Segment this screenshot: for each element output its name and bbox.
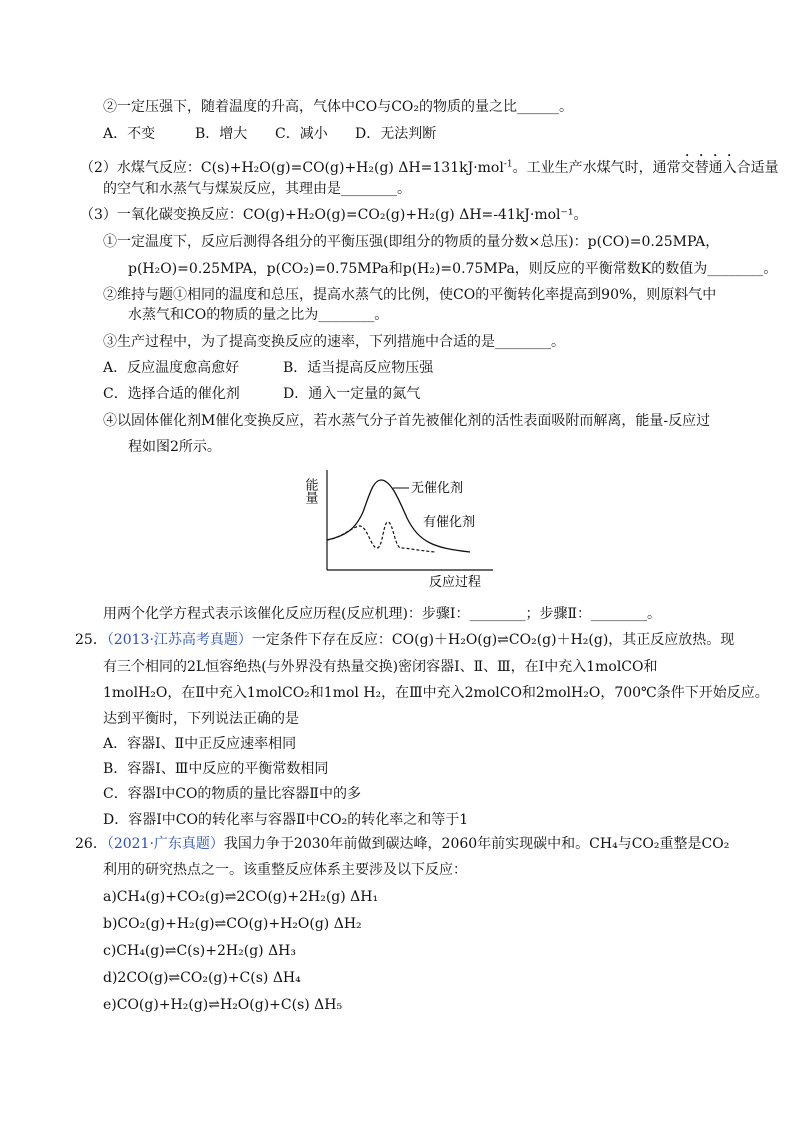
q24-p3-4a: ④以固体催化剂M催化变换反应，若水蒸气分子首先被催化剂的活性表面吸附而解离，能量-反应过 [103,413,711,429]
q24-sub1-2: ②一定压强下，随着温度的升高，气体中CO与CO₂的物质的量之比______。 [103,99,573,115]
q26-line1: 26．（2021·广东真题）我国力争于2030年前做到碳达峰，2060年前实现碳中和。CH₄与CO₂重整是CO₂ [75,836,730,852]
q24-opt-d: D．无法判断 [355,126,437,142]
curve-label-with-catalyst: 有催化剂 [423,515,476,530]
emphasized-text: 交替通入 [680,160,737,176]
q26-source: （2021·广东真题） [106,836,224,852]
curve-label-no-catalyst: 无催化剂 [411,481,464,496]
q24-p3-1a: ①一定温度下，反应后测得各组分的平衡压强(即组分的物质的量分数×总压)：p(CO)=0.25MPA， [103,234,720,250]
energy-diagram [302,462,505,590]
q24-p3-opt-c: C．选择合适的催化剂 [103,386,240,402]
q24-p3-1b: p(H₂O)=0.25MPA，p(CO₂)=0.75MPa和p(H₂)=0.75MPa，则反应的平衡常数K的数值为________。 [128,261,778,277]
q24-part2-line2: 的空气和水蒸气与煤炭反应，其理由是________。 [103,181,411,197]
q25-line2: 有三个相同的2L恒容绝热(与外界没有热量交换)密闭容器Ⅰ、Ⅱ、Ⅲ，在Ⅰ中充入1molCO和 [103,659,658,675]
q24-mechanism: 用两个化学方程式表示该催化反应历程(反应机理)：步骤Ⅰ：________；步骤Ⅱ：________。 [103,606,661,622]
q26-reaction-a: a)CH₄(g)+CO₂(g)⇌2CO(g)+2H₂(g) ΔH₁ [103,889,379,905]
q24-opt-a: A．不变 [103,126,156,142]
q25-opt-d: D．容器Ⅰ中CO的转化率与容器Ⅱ中CO₂的转化率之和等于1 [103,812,469,828]
q24-p3-3: ③生产过程中，为了提高变换反应的速率，下列措施中合适的是________。 [103,334,565,350]
q25-opt-c: C．容器Ⅰ中CO的物质的量比容器Ⅱ中的多 [103,786,361,802]
q24-opt-c: C．减小 [275,126,328,142]
q26-line2: 利用的研究热点之一。该重整反应体系主要涉及以下反应： [103,862,467,878]
x-axis-label: 反应过程 [429,575,482,590]
q26-reaction-b: b)CO₂(g)+H₂(g)⇌CO(g)+H₂O(g) ΔH₂ [103,916,362,932]
q25-source: （2013·江苏高考真题） [106,632,252,648]
q25-opt-b: B．容器Ⅰ、Ⅲ中反应的平衡常数相同 [103,761,329,777]
q25-line1: 25．（2013·江苏高考真题）一定条件下存在反应：CO(g)＋H₂O(g)⇌CO₂(g)＋H₂(g)，其正反应放热。现 [75,632,735,648]
q25-line4: 达到平衡时，下列说法正确的是 [103,711,299,727]
q26-number: 26． [75,836,107,852]
q26-reaction-e: e)CO(g)+H₂(g)⇌H₂O(g)+C(s) ΔH₅ [103,997,343,1013]
q24-p3-2a: ②维持与题①相同的温度和总压，提高水蒸气的比例，使CO的平衡转化率提高到90%，则原料气中 [103,287,717,303]
q24-p3-4b: 程如图2所示。 [128,439,221,455]
q24-part3: （3）一氧化碳变换反应：CO(g)+H₂O(g)=CO₂(g)+H₂(g) ΔH=-41kJ·mol⁻¹。 [80,207,588,223]
q24-p3-2b: 水蒸气和CO的物质的量之比为________。 [128,307,389,323]
q25-opt-a: A．容器Ⅰ、Ⅱ中正反应速率相同 [103,736,297,752]
q26-reaction-d: d)2CO(g)⇌CO₂(g)+C(s) ΔH₄ [103,970,301,986]
q24-p3-opt-b: B．适当提高反应物压强 [283,360,434,376]
q24-p3-opt-d: D．通入一定量的氮气 [283,386,421,402]
q24-part2: （2）水煤气反应：C(s)+H₂O(g)=CO(g)+H₂(g) ΔH=131kJ·mol$^{-1}$。工业生产水煤气时，通常交替通入合适量 [80,159,779,176]
curve-with-catalyst [327,522,435,552]
q25-line3: 1molH₂O，在Ⅱ中充入1molCO₂和1mol H₂，在Ⅲ中充入2molCO和2molH₂O，700℃条件下开始反应。 [103,685,769,701]
q24-opt-b: B．增大 [195,126,248,142]
q24-p3-opt-a: A．反应温度愈高愈好 [103,360,240,376]
y-axis-label: 能量 [302,478,318,504]
q25-number: 25． [75,632,107,648]
q26-reaction-c: c)CH₄(g)⇌C(s)+2H₂(g) ΔH₃ [103,943,296,959]
